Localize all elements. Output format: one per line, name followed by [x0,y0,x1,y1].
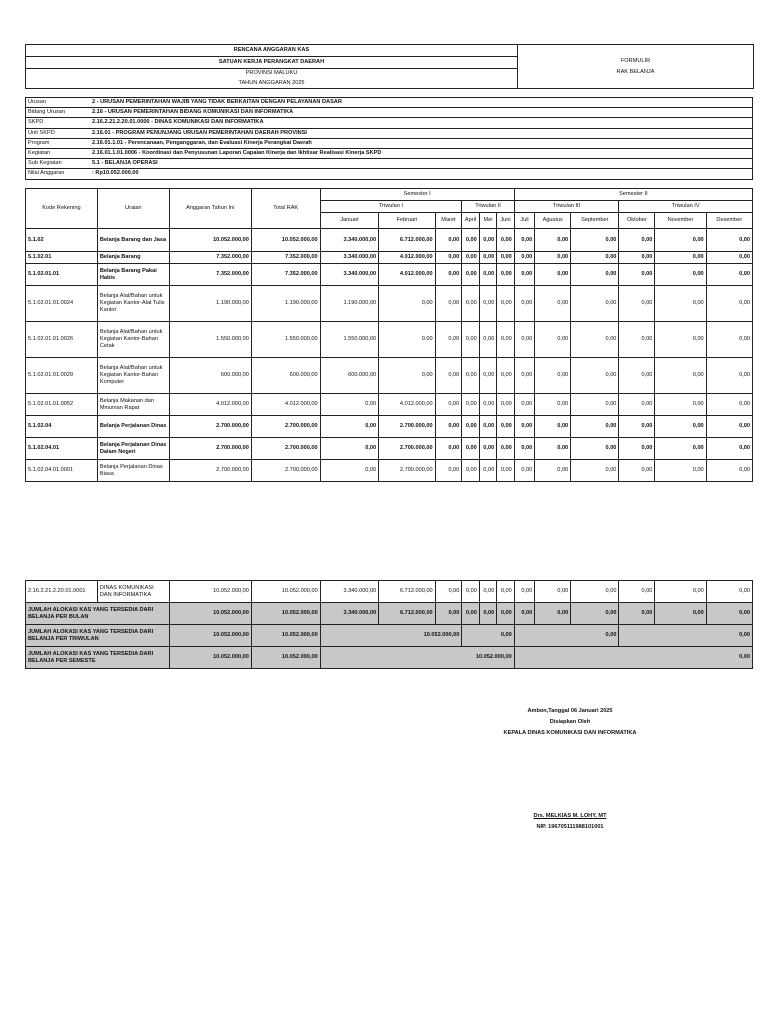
cell-kode: 5.1.02.01.01.0024 [26,286,98,322]
table-row [26,416,753,438]
cell-month-value: 0,00 [706,394,752,416]
cell-total: 10.052.000,00 [251,229,320,252]
cell-month-value: 0,00 [462,394,479,416]
col-month: Februari [379,213,435,229]
cell-month-value: 0,00 [497,252,515,264]
cell-anggaran: 600.000,00 [169,358,251,394]
cell-month-value: 0,00 [514,581,535,603]
cell-month-value: 6.712.000,00 [379,603,435,625]
cell-month-value: 2.700.000,00 [379,460,435,482]
cell-total: 10.052.000,00 [251,625,320,647]
table-row [26,322,753,358]
info-value: 2.16.01.1.01.0006 - Koordinasi dan Penyusunan Laporan Capaian Kinerja dan Ikhtisar Realisasi Kinerja SKPD [88,148,753,158]
cell-month-value: 0,00 [535,286,571,322]
col-month: November [655,213,706,229]
cell-month-value: 0,00 [706,322,752,358]
cell-month-value: 0,00 [535,252,571,264]
cell-month-value: 0,00 [655,460,706,482]
cell-total: 10.052.000,00 [251,647,320,669]
col-triwulan-4: Triwulan IV [619,201,753,213]
cell-month-value: 0,00 [655,603,706,625]
cell-month-value: 0,00 [497,264,515,286]
cell-month-value: 0,00 [479,460,496,482]
cell-uraian: Belanja Alat/Bahan untuk Kegiatan Kantor-Bahan Cetak [97,322,169,358]
cell-month-value: 0,00 [514,394,535,416]
cell-month-value: 0,00 [479,394,496,416]
cell-uraian: Belanja Barang Pakai Habis [97,264,169,286]
info-row [26,128,753,138]
cell-month-value: 0,00 [619,322,655,358]
cell-month-value: 0,00 [514,252,535,264]
cell-month-value: 0,00 [655,581,706,603]
cell-month-value: 0,00 [706,460,752,482]
cell-month-value: 0,00 [479,416,496,438]
cell-kode: 5.1.02.01.01.0026 [26,322,98,358]
col-total: Total RAK [251,189,320,229]
cell-anggaran: 4.012.000,00 [169,394,251,416]
col-month: Maret [435,213,462,229]
info-key: Sub Kegiatan [26,159,89,169]
cell-kode: 5.1.02.01 [26,252,98,264]
col-uraian: Uraian [97,189,169,229]
cell-kode: 5.1.02 [26,229,98,252]
cell-month-value: 0,00 [479,286,496,322]
cell-month-value: 0,00 [706,416,752,438]
col-triwulan-3: Triwulan III [514,201,619,213]
info-key: Unit SKPD [26,128,89,138]
sum-label: JUMLAH ALOKASI KAS YANG TERSEDIA DARI BELANJA PER SEMESTE [26,647,170,669]
cell-total: 4.012.000,00 [251,394,320,416]
cell-anggaran: 7.352.000,00 [169,264,251,286]
cell-total: 1.190.000,00 [251,286,320,322]
cell-month-value: 0,00 [706,581,752,603]
cell-month-value: 0,00 [497,416,515,438]
cell-month-value: 0,00 [462,603,479,625]
cell-month-value: 0,00 [435,581,462,603]
cell-month-value: 0,00 [619,581,655,603]
cell-month-value: 0,00 [535,358,571,394]
sum-label: JUMLAH ALOKASI KAS YANG TERSEDIA DARI BELANJA PER TRIWULAN [26,625,170,647]
cell-month-value: 3.340.000,00 [320,229,379,252]
cell-month-value: 3.340.000,00 [320,252,379,264]
col-month: Agustus [535,213,571,229]
info-table [25,97,753,180]
cell-month-value: 0,00 [435,460,462,482]
cell-month-value: 0,00 [379,358,435,394]
cell-month-value: 0,00 [535,322,571,358]
sum-label: JUMLAH ALOKASI KAS YANG TERSEDIA DARI BELANJA PER BULAN [26,603,170,625]
cell-month-value: 0,00 [571,460,619,482]
cell-month-value: 0,00 [479,438,496,460]
col-month: Oktober [619,213,655,229]
form-label: FORMULIR [620,57,651,64]
cell-month-value: 0,00 [497,603,514,625]
cell-month-value: 0,00 [706,286,752,322]
cell-month-value: 0,00 [619,229,655,252]
col-month: Januari [320,213,379,229]
cell-month-value: 0,00 [706,252,752,264]
table-row [26,252,753,264]
cell-month-value: 0,00 [435,416,462,438]
info-key: Program [26,138,89,148]
cell-triwulan-value: 0,00 [619,625,753,647]
cell-uraian: Belanja Alat/Bahan untuk Kegiatan Kantor-Alat Tulis Kantor [97,286,169,322]
col-semester-2: Semester II [514,189,752,201]
cell-month-value: 0,00 [706,358,752,394]
cell-month-value: 0,00 [535,438,571,460]
cell-month-value: 0,00 [435,394,462,416]
cell-month-value: 0,00 [535,394,571,416]
cell-month-value: 0,00 [655,358,706,394]
cell-month-value: 0,00 [619,252,655,264]
cell-month-value: 0,00 [535,416,571,438]
sign-position: KEPALA DINAS KOMUNIKASI DAN INFORMATIKA [503,730,637,736]
cell-total: 10.052.000,00 [251,603,320,625]
cell-anggaran: 10.052.000,00 [169,603,251,625]
cell-month-value: 0,00 [479,264,496,286]
cell-semester-value: 10.052.000,00 [320,647,514,669]
cell-month-value: 0,00 [435,264,462,286]
cell-month-value: 0,00 [655,394,706,416]
cell-anggaran: 7.352.000,00 [169,252,251,264]
cell-month-value: 2.700.000,00 [379,438,435,460]
cell-month-value: 0,00 [320,394,379,416]
cell-month-value: 0,00 [619,286,655,322]
cell-month-value: 0,00 [479,322,496,358]
cell-total: 7.352.000,00 [251,264,320,286]
info-key: Urusan [26,98,89,108]
table-row [26,264,753,286]
cell-month-value: 0,00 [514,438,535,460]
sign-place-date: Ambon,Tanggal 06 Januari 2025 [527,708,613,714]
info-value: 2.16.01.1.01 - Perencanaan, Penganggaran, dan Evaluasi Kinerja Perangkat Daerah [88,138,753,148]
cell-month-value: 3.340.000,00 [320,603,379,625]
col-month: Juli [514,213,535,229]
cell-month-value: 0,00 [571,264,619,286]
cell-month-value: 0,00 [514,264,535,286]
col-semester-1: Semester I [320,189,514,201]
form-type: RAK BELANJA [616,68,655,75]
cell-month-value: 0,00 [535,581,571,603]
cell-month-value: 0,00 [462,286,479,322]
cell-total: 600.000,00 [251,358,320,394]
cell-month-value: 1.190.000,00 [320,286,379,322]
info-value: 2.16.2.21.2.20.01.0000 - DINAS KOMUNIKASI DAN INFORMATIKA [88,118,753,128]
cell-month-value: 0,00 [320,460,379,482]
cell-month-value: 0,00 [619,416,655,438]
cell-month-value: 0,00 [571,322,619,358]
title-1: RENCANA ANGGARAN KAS [26,45,518,57]
info-key: Nilai Anggaran [26,169,89,179]
cell-uraian: Belanja Perjalanan Dinas Dalam Negeri [97,438,169,460]
cell-total: 1.550.000,00 [251,322,320,358]
cell-month-value: 0,00 [619,394,655,416]
info-value: : Rp10.052.000,00 [88,169,753,179]
cell-month-value: 3.340.000,00 [320,264,379,286]
cell-month-value: 0,00 [435,603,462,625]
cell-month-value: 0,00 [655,264,706,286]
info-row [26,98,753,108]
sign-name: Drs. MELKIAS M. LOHY, MT [533,813,607,819]
col-triwulan-2: Triwulan II [462,201,514,213]
cell-month-value: 0,00 [571,286,619,322]
table-row [26,394,753,416]
cell-month-value: 0,00 [379,322,435,358]
cell-anggaran: 1.550.000,00 [169,322,251,358]
dinas-row [26,581,753,603]
info-row [26,159,753,169]
cell-month-value: 0,00 [655,252,706,264]
cell-month-value: 0,00 [497,322,515,358]
cell-month-value: 0,00 [706,438,752,460]
table-row [26,438,753,460]
summary-table [25,580,753,669]
cell-anggaran: 2.700.000,00 [169,460,251,482]
cell-month-value: 0,00 [462,416,479,438]
cell-month-value: 0,00 [497,286,515,322]
cell-total: 2.700.000,00 [251,416,320,438]
cell-month-value: 0,00 [706,264,752,286]
cell-semester-value: 0,00 [514,647,752,669]
cell-month-value: 0,00 [514,229,535,252]
info-key: SKPD [26,118,89,128]
table-row [26,460,753,482]
year-title: TAHUN ANGGARAN 2025 [26,79,518,89]
cell-month-value: 0,00 [619,358,655,394]
cell-uraian: Belanja Perjalanan Dinas [97,416,169,438]
cell-month-value: 0,00 [435,252,462,264]
budget-table [25,188,753,482]
cell-month-value: 0,00 [462,358,479,394]
header-table [25,44,754,89]
cell-uraian: Belanja Makanan dan Minuman Rapat [97,394,169,416]
cell-month-value: 0,00 [571,416,619,438]
cell-kode: 2.16.2.21.2.20.01.0001 [26,581,98,603]
info-row [26,118,753,128]
cell-kode: 5.1.02.04.01.0001 [26,460,98,482]
info-row [26,148,753,158]
title-2: SATUAN KERJA PERANGKAT DAERAH [26,57,518,69]
cell-month-value: 0,00 [619,460,655,482]
cell-month-value: 0,00 [571,229,619,252]
cell-month-value: 0,00 [497,581,514,603]
info-value: 2.16.01 - PROGRAM PENUNJANG URUSAN PEMERINTAHAN DAERAH PROVINSI [88,128,753,138]
info-row [26,108,753,118]
cell-month-value: 0,00 [462,438,479,460]
cell-triwulan-value: 10.052.000,00 [320,625,462,647]
cell-month-value: 0,00 [462,581,479,603]
cell-month-value: 0,00 [462,264,479,286]
cell-month-value: 0,00 [435,438,462,460]
cell-month-value: 0,00 [479,229,496,252]
col-month: September [571,213,619,229]
cell-triwulan-value: 0,00 [514,625,619,647]
cell-triwulan-value: 0,00 [462,625,514,647]
cell-month-value: 4.012.000,00 [379,394,435,416]
cell-month-value: 0,00 [435,322,462,358]
form-cell [518,45,754,89]
table-row [26,286,753,322]
cell-month-value: 0,00 [497,394,515,416]
cell-kode: 5.1.02.04.01 [26,438,98,460]
cell-month-value: 0,00 [514,322,535,358]
cell-month-value: 0,00 [535,264,571,286]
cell-month-value: 0,00 [619,603,655,625]
cell-uraian: Belanja Perjalanan Dinas Biasa [97,460,169,482]
cell-month-value: 0,00 [497,438,515,460]
cell-uraian: Belanja Barang [97,252,169,264]
cell-month-value: 0,00 [514,460,535,482]
cell-month-value: 0,00 [571,438,619,460]
cell-anggaran: 10.052.000,00 [169,647,251,669]
cell-month-value: 0,00 [379,286,435,322]
info-key: Kegiatan [26,148,89,158]
cell-month-value: 0,00 [535,229,571,252]
col-month: Juni [497,213,515,229]
cell-month-value: 0,00 [435,229,462,252]
table-row [26,358,753,394]
sign-prepared-by: Disiapkan Oleh [549,719,591,725]
cell-month-value: 0,00 [497,358,515,394]
cell-month-value: 0,00 [535,460,571,482]
cell-anggaran: 10.052.000,00 [169,581,251,603]
cell-month-value: 6.712.000,00 [379,581,435,603]
sum-per-triwulan-row [26,625,753,647]
cell-month-value: 0,00 [435,286,462,322]
cell-month-value: 0,00 [462,229,479,252]
cell-month-value: 0,00 [320,438,379,460]
cell-month-value: 0,00 [514,416,535,438]
cell-month-value: 0,00 [655,416,706,438]
cell-month-value: 0,00 [462,252,479,264]
cell-month-value: 4.012.000,00 [379,252,435,264]
sum-per-bulan-row [26,603,753,625]
province-title: PROVINSI MALUKU [26,69,518,79]
cell-month-value: 0,00 [655,229,706,252]
cell-kode: 5.1.02.01.01.0029 [26,358,98,394]
cell-anggaran: 10.052.000,00 [169,625,251,647]
cell-kode: 5.1.02.04 [26,416,98,438]
cell-month-value: 0,00 [479,252,496,264]
cell-month-value: 600.000,00 [320,358,379,394]
info-key: Bidang Urusan [26,108,89,118]
cell-month-value: 0,00 [497,229,515,252]
cell-month-value: 0,00 [514,358,535,394]
cell-month-value: 0,00 [535,603,571,625]
cell-month-value: 0,00 [571,252,619,264]
sum-per-semester-row [26,647,753,669]
cell-month-value: 0,00 [655,286,706,322]
cell-month-value: 0,00 [655,322,706,358]
cell-month-value: 0,00 [479,603,496,625]
cell-month-value: 0,00 [655,438,706,460]
cell-kode: 5.1.02.01.01.0052 [26,394,98,416]
cell-month-value: 0,00 [571,358,619,394]
cell-month-value: 0,00 [435,358,462,394]
cell-anggaran: 10.052.000,00 [169,229,251,252]
col-month: Mei [479,213,496,229]
sign-nip: NIP. 196705111988101001 [536,824,604,830]
cell-month-value: 0,00 [514,603,535,625]
cell-kode: 5.1.02.01.01 [26,264,98,286]
table-row [26,229,753,252]
cell-total: 7.352.000,00 [251,252,320,264]
cell-month-value: 0,00 [706,229,752,252]
cell-month-value: 2.700.000,00 [379,416,435,438]
cell-anggaran: 2.700.000,00 [169,416,251,438]
cell-month-value: 6.712.000,00 [379,229,435,252]
cell-month-value: 0,00 [706,603,752,625]
cell-month-value: 0,00 [479,358,496,394]
info-value: 2.16 - URUSAN PEMERINTAHAN BIDANG KOMUNIKASI DAN INFORMATIKA [88,108,753,118]
cell-uraian: DINAS KOMUNIKASI DAN INFORMATIKA [97,581,169,603]
info-row [26,138,753,148]
col-triwulan-1: Triwulan I [320,201,462,213]
cell-anggaran: 1.190.000,00 [169,286,251,322]
col-month: April [462,213,479,229]
cell-month-value: 0,00 [497,460,515,482]
info-row [26,169,753,179]
cell-month-value: 0,00 [320,416,379,438]
cell-month-value: 0,00 [571,603,619,625]
cell-month-value: 0,00 [571,394,619,416]
col-kode: Kode Rekening [26,189,98,229]
cell-uraian: Belanja Alat/Bahan untuk Kegiatan Kantor-Bahan Komputer [97,358,169,394]
cell-month-value: 0,00 [514,286,535,322]
info-value: 2 - URUSAN PEMERINTAHAN WAJIB YANG TIDAK BERKAITAN DENGAN PELAYANAN DASAR [88,98,753,108]
cell-total: 2.700.000,00 [251,460,320,482]
cell-anggaran: 2.700.000,00 [169,438,251,460]
cell-month-value: 0,00 [462,322,479,358]
col-month: Desember [706,213,752,229]
info-value: 5.1 - BELANJA OPERASI [88,159,753,169]
cell-month-value: 0,00 [619,438,655,460]
cell-month-value: 0,00 [462,460,479,482]
col-anggaran: Anggaran Tahun Ini [169,189,251,229]
cell-total: 2.700.000,00 [251,438,320,460]
cell-month-value: 3.340.000,00 [320,581,379,603]
cell-total: 10.052.000,00 [251,581,320,603]
cell-month-value: 0,00 [479,581,496,603]
cell-uraian: Belanja Barang dan Jasa [97,229,169,252]
cell-month-value: 0,00 [619,264,655,286]
cell-month-value: 4.012.000,00 [379,264,435,286]
cell-month-value: 1.550.000,00 [320,322,379,358]
cell-month-value: 0,00 [571,581,619,603]
